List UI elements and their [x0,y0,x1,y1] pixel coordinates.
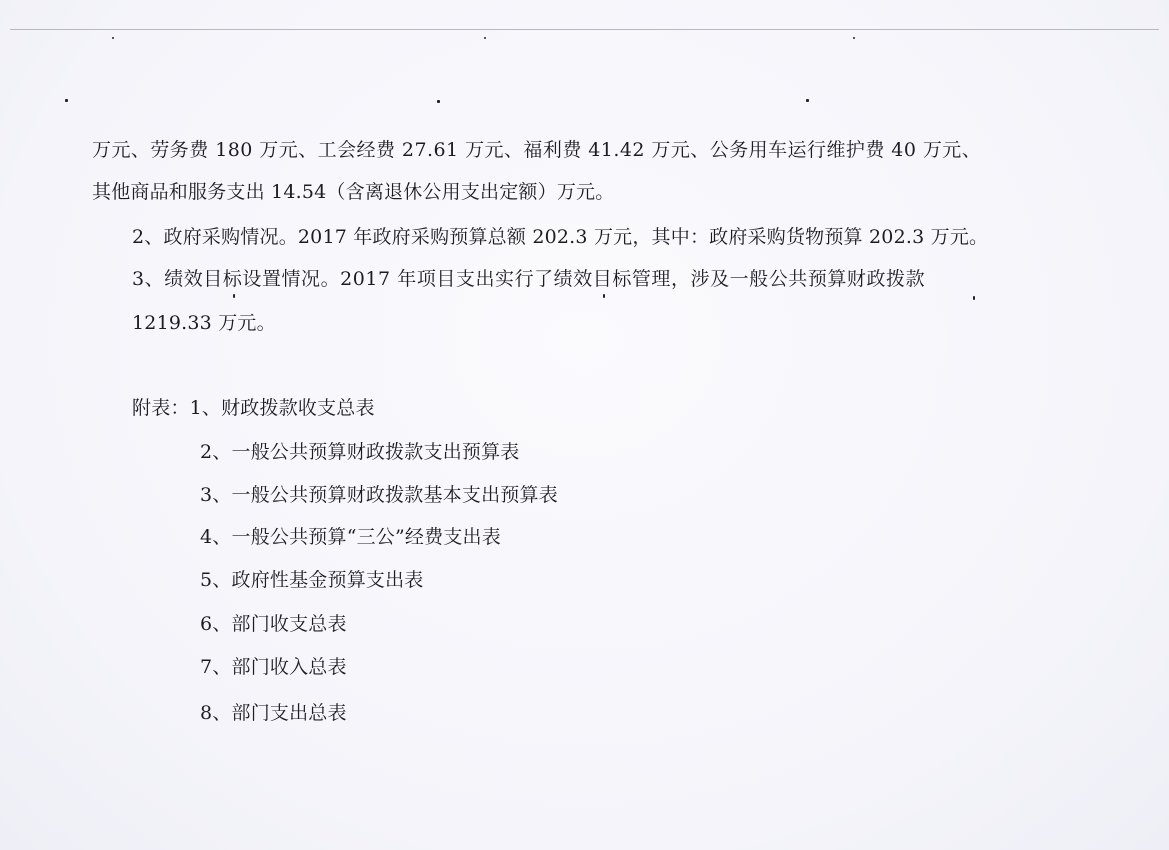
scan-speck [233,294,235,298]
body-text-line: 万元、劳务费 180 万元、工会经费 27.61 万元、福利费 41.42 万元、公务用车运行维护费 40 万元、 [92,139,982,161]
attachment-item: 4、一般公共预算“三公”经费支出表 [200,526,501,548]
attachment-item: 7、部门收入总表 [200,656,347,678]
scan-speck [484,37,486,39]
scan-speck [806,99,809,102]
attachments-title: 附表：1、财政拨款收支总表 [132,397,375,419]
attachment-item: 2、一般公共预算财政拨款支出预算表 [200,441,520,463]
scan-top-edge [10,29,1159,30]
attachment-item: 5、政府性基金预算支出表 [200,569,424,591]
scan-speck [65,99,68,102]
scan-speck [853,37,855,39]
scan-speck [603,294,605,298]
scan-speck [437,100,440,103]
attachment-item: 8、部门支出总表 [200,702,347,724]
performance-paragraph: 3、绩效目标设置情况。2017 年项目支出实行了绩效目标管理，涉及一般公共预算财政拨款 [132,268,926,290]
scan-speck [973,296,975,300]
scan-speck [112,37,114,39]
body-text-line: 其他商品和服务支出 14.54（含离退休公用支出定额）万元。 [92,181,615,203]
attachment-item: 3、一般公共预算财政拨款基本支出预算表 [200,484,558,506]
attachment-item: 6、部门收支总表 [200,613,347,635]
performance-paragraph-end: 1219.33 万元。 [132,312,276,334]
procurement-paragraph: 2、政府采购情况。2017 年政府采购预算总额 202.3 万元，其中：政府采购货物预算 202.3 万元。 [132,226,989,248]
